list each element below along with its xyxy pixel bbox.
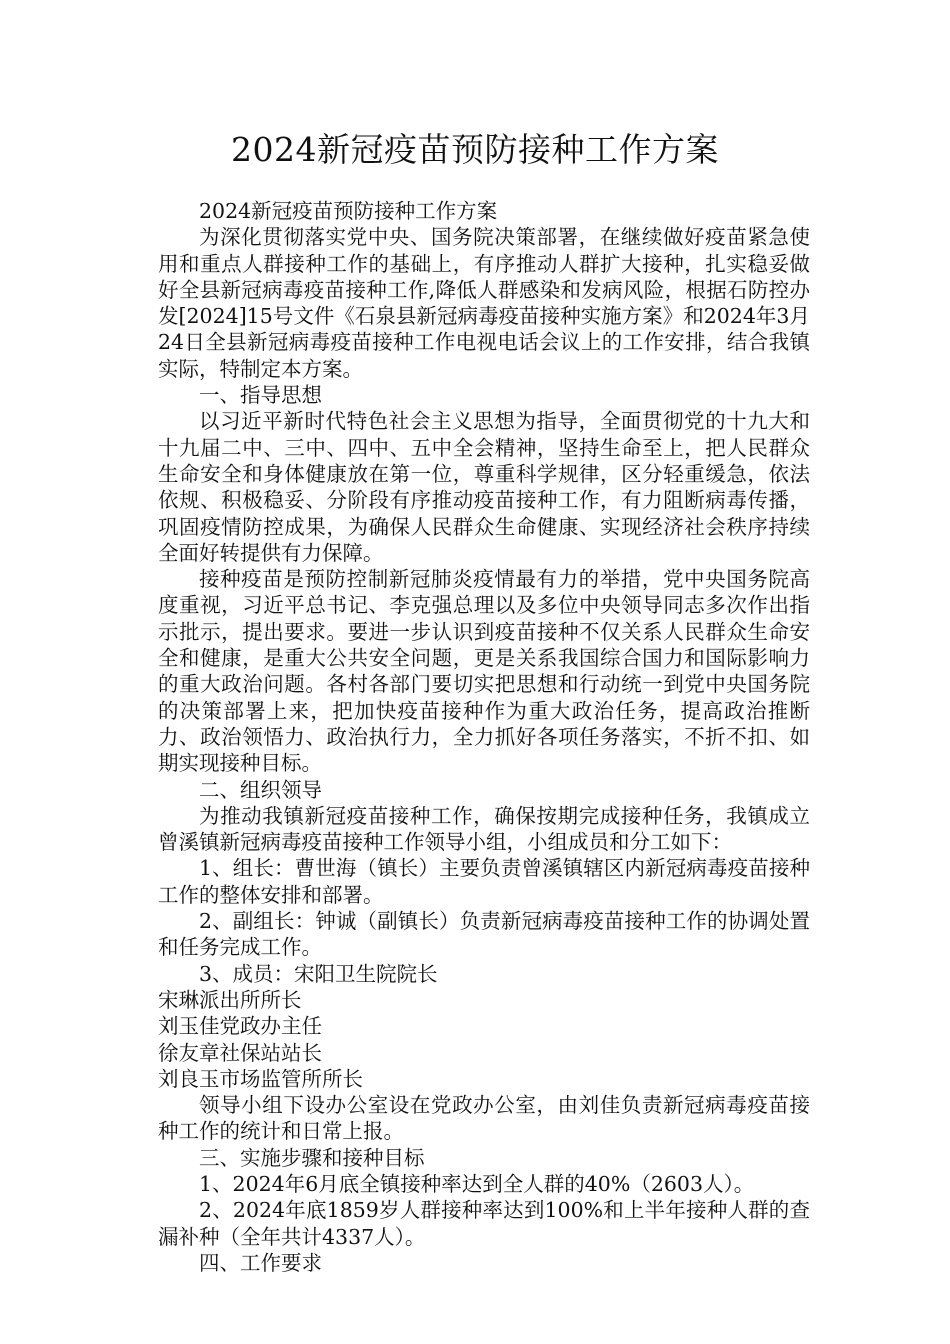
section-heading-work-requirements: 四、工作要求	[199, 1250, 322, 1275]
document-body	[158, 198, 810, 1276]
member-line: 徐友章社保站站长	[158, 1040, 322, 1065]
document-title: 2024新冠疫苗预防接种工作方案	[231, 130, 719, 169]
vaccination-importance-paragraph: 接种疫苗是预防控制新冠肺炎疫情最有力的举措，党中央国务院高度重视，习近平总书记、李克强总理以及多位中央领导同志多次作出指示批示，提出要求。要进一步认识到疫苗接种不仅关系人民群众生命安全和健康，是重大公共安全问题，更是关系我国综合国力和国际影响力的重大政治问题。各村各部门要切实把思想和行动统一到党中央国务院的决策部署上来，把加快疫苗接种作为重大政治任务，提高政治推断力、政治领悟力、政治执行力，全力抓好各项任务落实，不折不扣、如期实现接种目标。	[158, 567, 810, 776]
office-paragraph: 领导小组下设办公室设在党政办公室，由刘佳负责新冠病毒疫苗接种工作的统计和日常上报。	[158, 1093, 810, 1144]
section-heading-steps-targets: 三、实施步骤和接种目标	[199, 1145, 425, 1170]
guiding-thought-paragraph: 以习近平新时代特色社会主义思想为指导，全面贯彻党的十九大和十九届二中、三中、四中、五中全会精神，坚持生命至上，把人民群众生命安全和身体健康放在第一位，尊重科学规律，区分轻重缓急，依法依规、积极稳妥、分阶段有序推动疫苗接种工作，有力阻断病毒传播，巩固疫情防控成果，为确保人民群众生命健康、实现经济社会秩序持续全面好转提供有力保障。	[158, 409, 810, 565]
section-heading-leadership: 二、组织领导	[199, 777, 322, 802]
leader-item: 1、组长：曹世海（镇长）主要负责曾溪镇辖区内新冠病毒疫苗接种工作的整体安排和部署。	[158, 856, 810, 907]
leadership-paragraph: 为推动我镇新冠疫苗接种工作，确保按期完成接种任务，我镇成立曾溪镇新冠病毒疫苗接种工作领导小组，小组成员和分工如下：	[158, 803, 810, 855]
member-line: 刘玉佳党政办主任	[158, 1014, 322, 1039]
member-line: 刘良玉市场监管所所长	[158, 1066, 363, 1091]
target-item: 1、2024年6月底全镇接种率达到全人群的40%（2603人）。	[199, 1171, 755, 1196]
section-heading-guiding-thought: 一、指导思想	[199, 383, 322, 408]
deputy-leader-item: 2、副组长：钟诚（副镇长）负责新冠病毒疫苗接种工作的协调处置和任务完成工作。	[158, 909, 810, 960]
subtitle-paragraph: 2024新冠疫苗预防接种工作方案	[199, 199, 498, 223]
target-item: 2、2024年底1859岁人群接种率达到100%和上半年接种人群的查漏补种（全年共计4337人）。	[158, 1198, 810, 1249]
members-item: 3、成员：宋阳卫生院院长	[199, 961, 438, 986]
intro-paragraph: 为深化贯彻落实党中央、国务院决策部署，在继续做好疫苗紧急使用和重点人群接种工作的基础上，有序推动人群扩大接种，扎实稳妥做好全县新冠病毒疫苗接种工作,降低人群感染和发病风险，根据石防控办发[2024]15号文件《石泉县新冠病毒疫苗接种实施方案》和2024年3月24日全县新冠病毒疫苗接种工作电视电话会议上的工作安排，结合我镇实际，特制定本方案。	[158, 225, 810, 381]
member-line: 宋琳派出所所长	[158, 987, 302, 1012]
